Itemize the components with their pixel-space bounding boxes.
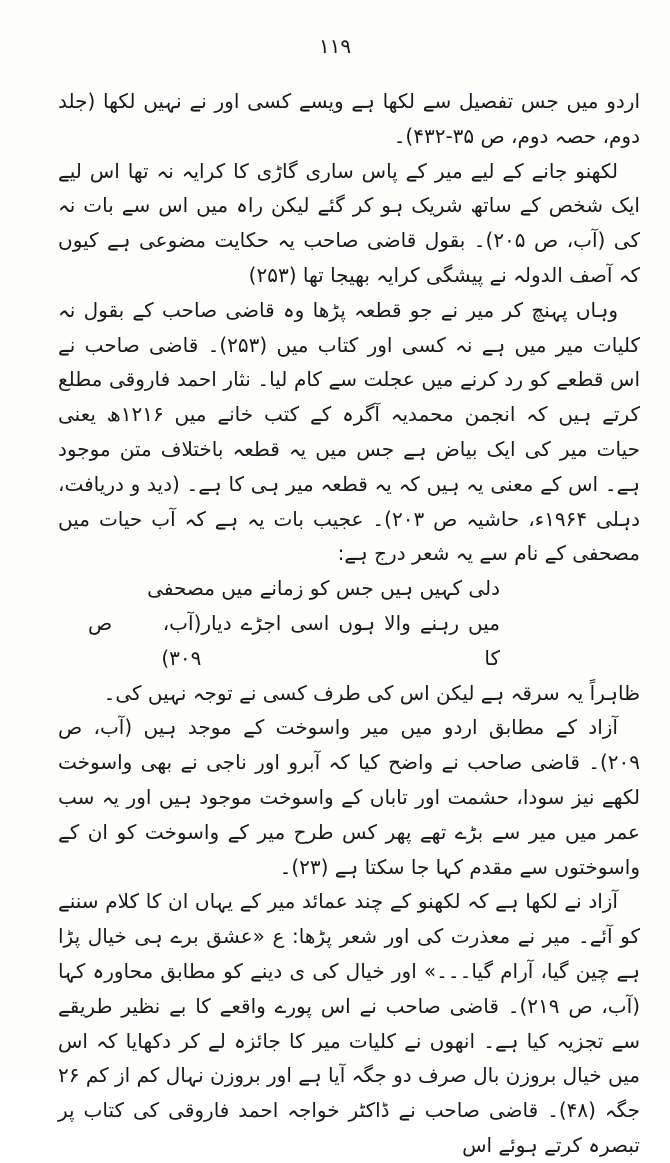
paragraph-5: آزاد کے مطابق اردو میں میر واسوخت کے موجد ہیں (آب، ص ۲۰۹)۔ قاضی صاحب نے واضح کیا کہ آبرو اور ناجی نے بھی واسوخت لکھے نیز سودا، حشمت اور تاباں کے واسوخت موجود ہیں اور یہ سب عمر میں میر سے بڑے تھے پھر کس طرح میر کے واسوخت کو ان کے واسوختوں سے مقدم کہا جا سکتا ہے (۲۳)۔ bbox=[58, 715, 640, 879]
body-text bbox=[58, 84, 640, 1163]
verse-reference: (آب، ص ۳۰۹) bbox=[88, 610, 202, 670]
page-number: ۱۱۹ bbox=[318, 34, 352, 58]
paragraph-1: اردو میں جس تفصیل سے لکھا ہے ویسے کسی اور نے نہیں لکھا (جلد دوم، حصہ دوم، ص ۳۵-۴۳۲)۔ bbox=[58, 89, 640, 148]
paragraph-4: ظاہراً یہ سرقہ ہے لیکن اس کی طرف کسی نے توجہ نہیں کی۔ bbox=[103, 680, 640, 705]
paragraph-3: وہاں پہنچ کر میر نے جو قطعہ پڑھا وہ قاضی صاحب کے بقول نہ کلیات میر میں ہے نہ کسی اور کتاب میں (۲۵۳)۔ قاضی صاحب نے اس قطعے کو رد کرنے میں عجلت سے کام لیا۔ نثار احمد فاروقی مطلع کرتے ہیں کہ انجمن محمدیہ آگرہ کے کتب خانے میں ۱۲۱۶ھ یعنی حیات میر کی ایک بیاض ہے جس میں یہ قطعہ باختلاف متن موجود ہے۔ اس کے معنی یہ ہیں کہ یہ قطعہ میر ہی کا ہے۔ (دید و دریافت، دہلی ۱۹۶۴ء، حاشیہ ص ۲۰۳)۔ عجیب بات یہ ہے کہ آب حیات میں مصحفی کے نام سے یہ شعر درج ہے: bbox=[58, 297, 641, 566]
verse-line-2-row bbox=[58, 606, 640, 676]
paragraph-2: لکھنو جانے کے لیے میر کے پاس ساری گاڑی کا کرایہ نہ تھا اس لیے ایک شخص کے ساتھ شریک ہو کر گئے لیکن راہ میں اس سے بات نہ کی (آب، ص ۲۰۵)۔ بقول قاضی صاحب یہ حکایت مضوعی ہے کیوں کہ آصف الدولہ نے پیشگی کرایہ بھیجا تھا (۲۵۳) bbox=[58, 158, 641, 287]
verse-line-2: میں رہنے والا ہوں اسی اجڑے دیار کا bbox=[201, 610, 500, 670]
verse-line-1: دلی کہیں ہیں جس کو زمانے میں مصحفی bbox=[147, 576, 500, 601]
paragraph-6: آزاد نے لکھا ہے کہ لکھنو کے چند عمائد میر کے یہاں ان کا کلام سننے کو آئے۔ میر نے معذرت کی اور شعر پڑھا: ع «عشق برے ہی خیال پڑا ہے چین گیا، آرام گیا۔۔۔» اور خیال کی ی دینے کو مطابق محاورہ کہا (آب، ص ۲۱۹)۔ قاضی صاحب نے اس پورے واقعے کا بے نظیر طریقے سے تجزیہ کیا ہے۔ انھوں نے کلیات میر کا جائزہ لے کر دکھایا کہ اس میں خیال بروزن بال صرف دو جگہ آیا ہے اور بروزن نہال کم از کم ۲۶ جگہ (۴۸)۔ قاضی صاحب نے ڈاکٹر خواجہ احمد فاروقی کی کتاب پر تبصرہ کرتے ہوئے اس bbox=[57, 889, 640, 1157]
